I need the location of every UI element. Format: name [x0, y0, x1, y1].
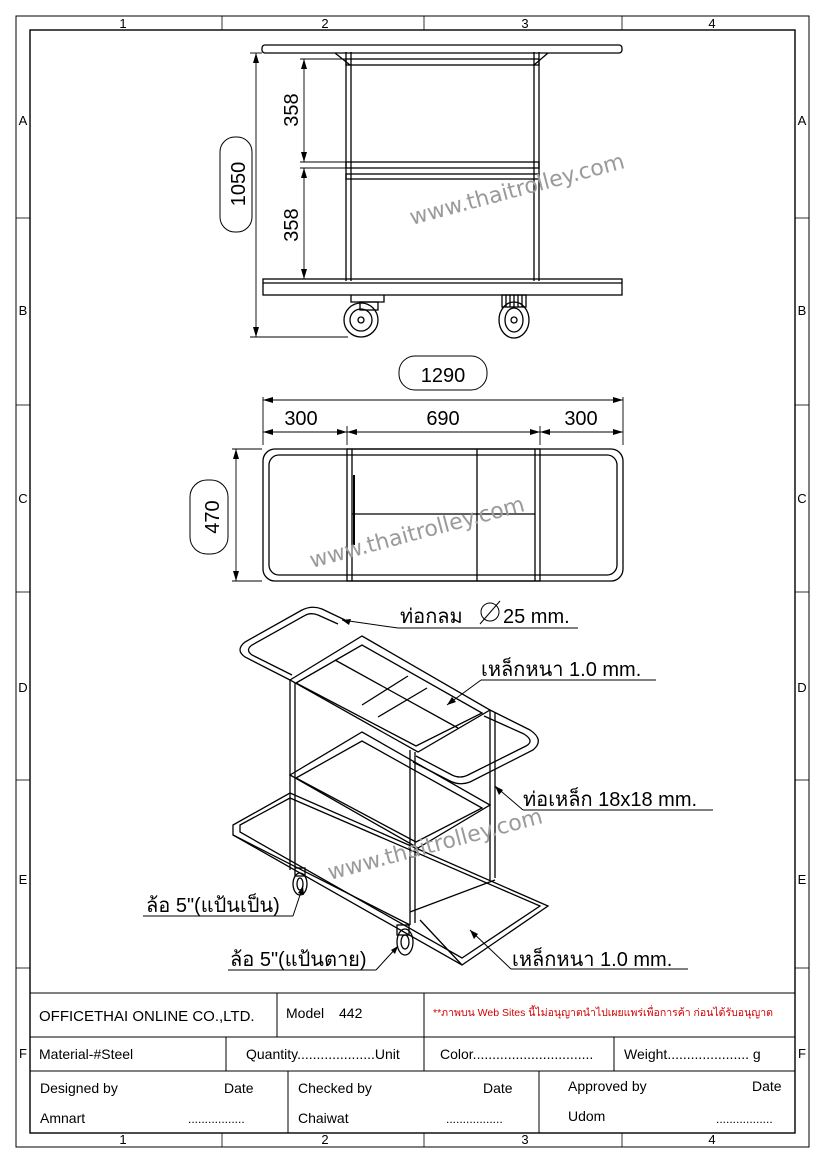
row-label-right-e: E: [797, 872, 807, 887]
callout-round-tube: ท่อกลม: [400, 606, 463, 628]
color: Color...............................: [440, 1046, 594, 1062]
dim-center-section: 690: [426, 408, 460, 430]
callout-square-tube: ท่อเหล็ก 18x18 mm.: [523, 789, 698, 811]
designed-by: Amnart: [40, 1110, 86, 1126]
side-view: [220, 45, 627, 338]
approved-by: Udom: [568, 1108, 606, 1124]
material: Material-#Steel: [39, 1046, 134, 1062]
designed-by-label: Designed by: [40, 1080, 118, 1096]
checked-by: Chaiwat: [298, 1110, 349, 1126]
date-label-checked: Date: [483, 1080, 513, 1096]
copyright-notice: **ภาพบน Web Sites นี้ไม่อนุญาตนำไปเผยแพร่เพื่อการค้า ก่อนได้รับอนุญาต: [433, 1007, 773, 1019]
row-label-left-f: F: [19, 1046, 27, 1061]
model-value: 442: [339, 1005, 363, 1021]
row-label-right-d: D: [797, 680, 807, 695]
col-label-top-4: 4: [708, 16, 716, 31]
dim-depth: 470: [202, 500, 224, 534]
row-label-right-a: A: [797, 113, 807, 128]
row-label-left-e: E: [18, 872, 28, 887]
date-value-designed: .................: [188, 1112, 245, 1126]
date-value-checked: .................: [446, 1112, 503, 1126]
row-label-right-c: C: [797, 491, 807, 506]
date-value-approved: .................: [716, 1112, 773, 1126]
col-label-top-1: 1: [119, 16, 127, 31]
col-label-bottom-1: 1: [119, 1132, 127, 1147]
watermark-3: www.thaitrolley.com: [325, 804, 546, 886]
quantity: Quantity....................Unit: [246, 1046, 400, 1062]
col-label-bottom-3: 3: [521, 1132, 529, 1147]
title-block: [30, 993, 795, 1133]
row-label-right-b: B: [797, 303, 807, 318]
callout-sheet-upper: เหล็กหนา 1.0 mm.: [481, 659, 642, 681]
watermark-2: www.thaitrolley.com: [307, 492, 528, 574]
top-view: [190, 356, 623, 581]
approved-by-label: Approved by: [568, 1078, 647, 1094]
dim-shelf-gap-upper: 358: [281, 93, 303, 127]
dim-right-section: 300: [564, 408, 598, 430]
dim-shelf-gap-lower: 358: [281, 208, 303, 242]
row-label-right-f: F: [798, 1046, 806, 1061]
row-label-left-d: D: [18, 680, 28, 695]
callout-sheet-lower: เหล็กหนา 1.0 mm.: [512, 949, 673, 971]
callout-wheel-swivel: ล้อ 5"(แป้นเป็น): [146, 895, 280, 917]
row-label-left-a: A: [18, 113, 28, 128]
date-label-designed: Date: [224, 1080, 254, 1096]
callout-round-tube-size: 25 mm.: [503, 606, 570, 628]
iso-callouts: [143, 601, 713, 971]
row-label-left-c: C: [18, 491, 28, 506]
col-label-bottom-4: 4: [708, 1132, 716, 1147]
col-label-top-3: 3: [521, 16, 529, 31]
callout-wheel-fixed: ล้อ 5"(แป้นตาย): [230, 949, 367, 971]
dim-left-section: 300: [284, 408, 318, 430]
col-label-bottom-2: 2: [321, 1132, 329, 1147]
row-label-left-b: B: [18, 303, 28, 318]
model-label: Model: [286, 1005, 325, 1021]
dim-overall-width: 1290: [420, 365, 466, 387]
weight: Weight..................... g: [624, 1046, 761, 1062]
date-label-approved: Date: [752, 1078, 782, 1094]
col-label-top-2: 2: [321, 16, 329, 31]
company-name: OFFICETHAI ONLINE CO.,LTD.: [39, 1008, 255, 1025]
dim-height-total: 1050: [228, 161, 250, 207]
checked-by-label: Checked by: [298, 1080, 372, 1096]
watermark-1: www.thaitrolley.com: [407, 149, 628, 231]
